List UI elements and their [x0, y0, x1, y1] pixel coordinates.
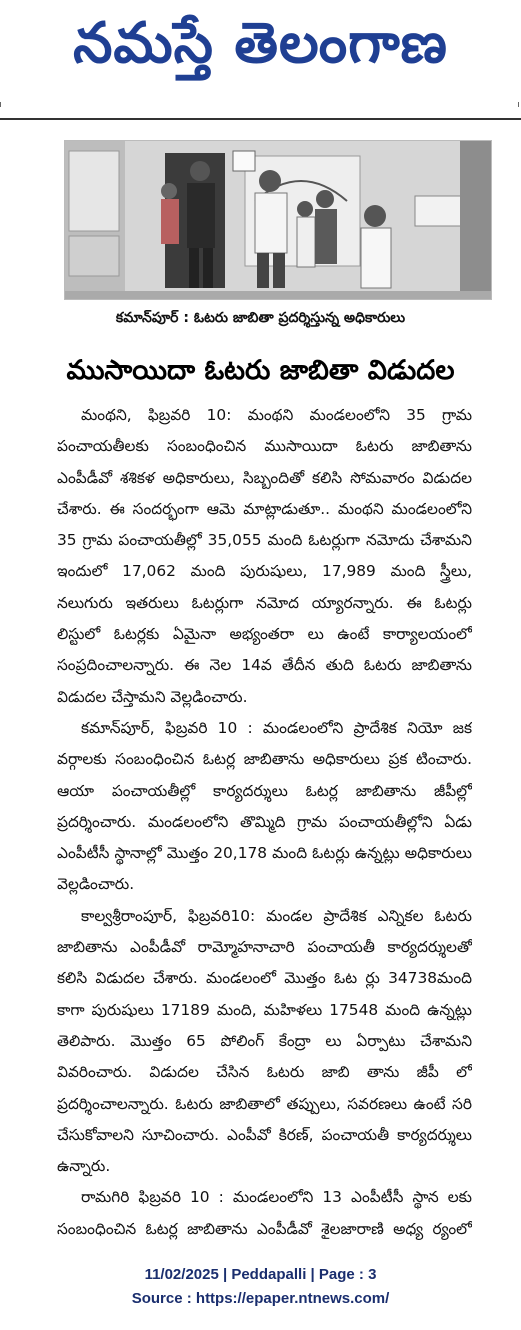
source-link[interactable]: Source : https://epaper.ntnews.com/	[131, 1290, 390, 1307]
page-edge-tick	[518, 102, 519, 107]
news-photo	[64, 140, 492, 300]
article-paragraph: మంథని, ఫిబ్రవరి 10: మంథని మండలంలోని 35 గ్రామ పంచాయతీలకు సంబంధించిన ముసాయిదా ఓటరు జాబితాను ఎంపీడీవో శశికళ అధికారులు, సిబ్బందితో కలిసి సోమవారం విడుదల చేశారు. ఈ సందర్భంగా ఆమె మాట్లాడుతూ.. మంథని మండలంలోని 35 గ్రామ పంచాయతీల్లో 35,055 మంది ఓటర్లుగా నమోదు చేశామని ఇందులో 17,062 మంది పురుషులు, 17,989 మంది స్త్రీలు, నలుగురు ఇతరులు ఓటర్లుగా నమోద య్యారన్నారు. ఈ ఓటర్లు లిస్టులో ఓటర్లకు ఏమైనా అభ్యంతరా లు ఉంటే కార్యాలయంలో సంప్రదించాలన్నారు. ఈ నెల 14వ తేదీన తుది ఓటరు జాబితాను విడుదల చేస్తామని వెల్లడించారు.	[57, 406, 472, 706]
masthead	[0, 0, 521, 100]
newspaper-logo: నమస్తే తెలంగాణ	[73, 10, 448, 76]
page-edge-tick	[0, 102, 1, 107]
photo-caption: కమాన్‌పూర్ : ఓటరు జాబితా ప్రదర్శిస్తున్న అధికారులు	[115, 309, 406, 326]
article-body	[57, 400, 472, 1248]
article-headline: ముసాయిదా ఓటరు జాబితా విడుదల	[66, 355, 455, 386]
article-paragraph: కమాన్‌పూర్, ఫిబ్రవరి 10 : మండలంలోని ప్రాదేశిక నియో జక వర్గాలకు సంబంధించిన ఓటర్ల జాబితాను అధికారులు ప్రక టించారు. ఆయా పంచాయతీల్లో కార్యదర్శులు ఓటర్ల జాబితాను జీపీల్లో ప్రదర్శించారు. మండలంలోని తొమ్మిది గ్రామ పంచాయతీల్లోని ఏడు ఎంపీటీసీ స్థానాల్లో మొత్తం 20,178 మంది ఓటర్లు ఉన్నట్లు అధికారులు వెల్లడించారు.	[57, 718, 472, 894]
edition-info: 11/02/2025 | Peddapalli | Page : 3	[144, 1266, 377, 1283]
article-paragraph: రామగిరి ఫిబ్రవరి 10 : మండలంలోని 13 ఎంపీటీసీ స్థాన లకు సంబంధించిన ఓటర్ల జాబితాను ఎంపీడీవో శైలజారాణి అధ్య ర్యంలో	[57, 1188, 472, 1238]
photo-illustration	[65, 141, 492, 300]
masthead-divider	[0, 118, 521, 120]
article-paragraph: కాల్వశ్రీరాంపూర్, ఫిబ్రవరి10: మండల ప్రాదేశిక ఎన్నికల ఓటరు జాబితాను ఎంపీడీవో రామ్మోహనాచారి పంచాయతీ కార్యదర్శులతో కలిసి విడుదల చేశారు. మండలంలో మొత్తం ఓట ర్లు 34738మంది కాగా పురుషులు 17189 మంది, మహిళలు 17548 మంది ఉన్నట్లు తెలిపారు. మొత్తం 65 పోలింగ్ కేంద్రా లు ఏర్పాటు చేశామని వివరించారు. విడుదల చేసిన ఓటరు జాబి తాను జీపీ లో ప్రదర్శించాలన్నారు. ఓటరు జాబితాలో తప్పులు, సవరణలు ఉంటే సరి చేసుకోవాలని సూచించారు. ఎంపీవో కిరణ్, పంచాయతీ కార్యదర్శులు ఉన్నారు.	[57, 906, 472, 1176]
